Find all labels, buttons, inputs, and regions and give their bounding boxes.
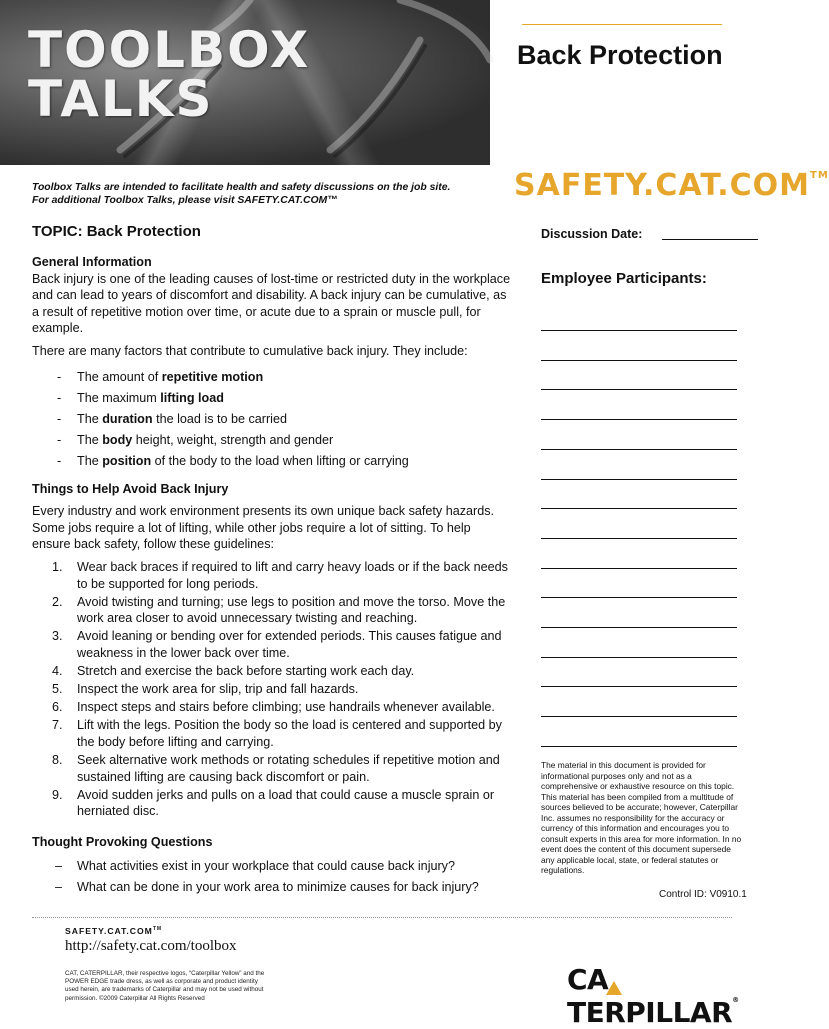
discussion-date-label: Discussion Date: [541,227,643,241]
guideline-number: 1. [52,559,63,574]
safety-cat-logo [514,168,829,203]
participant-signature-line[interactable] [541,686,737,687]
guideline-text: Avoid sudden jerks and pulls on a load that could cause a muscle sprain or herniated disc. [77,787,495,819]
guideline-item [32,559,512,592]
factor-item [32,367,512,388]
participant-signature-line[interactable] [541,746,737,747]
participant-signature-line[interactable] [541,389,737,390]
dash-bullet: - [57,390,62,405]
general-information-heading: General Information [32,255,152,269]
caterpillar-logo-letters: CA [567,963,609,996]
dash-bullet: - [57,369,62,384]
guideline-number: 3. [52,629,63,644]
footer-site-name [65,926,162,936]
control-id: Control ID: V0910.1 [659,889,747,900]
participant-signature-line[interactable] [541,449,737,450]
guideline-text: Stretch and exercise the back before starting work each day. [77,664,415,678]
topic-heading: TOPIC: Back Protection [32,223,201,240]
guideline-item [32,787,512,820]
question-text: What activities exist in your workplace that could cause back injury? [77,859,455,874]
intro-note [32,181,450,207]
guideline-number: 6. [52,700,63,715]
guideline-number: 9. [52,787,63,802]
guideline-number: 4. [52,664,63,678]
avoid-injury-paragraph: Every industry and work environment presents its own unique back safety hazards. Some jobs require a lot of lifting, while other jobs require a lot of sitting. To help ensure back safety, follow these guidelines: [32,504,495,552]
guideline-text: Seek alternative work methods or rotating schedules if repetitive motion and sustained lifting are causing back discomfort or pain. [77,752,500,784]
participant-signature-line[interactable] [541,568,737,569]
guideline-text: Inspect the work area for slip, trip and fall hazards. [77,682,359,697]
title-divider [522,24,722,25]
guideline-item [32,594,512,627]
banner-title [28,21,311,128]
factor-keyword: body [102,432,133,447]
footer-url-link[interactable]: http://safety.cat.com/toolbox [65,938,237,954]
guideline-item [32,681,512,698]
guideline-item [32,663,512,680]
factor-text: The amount of [77,369,162,384]
factor-item [32,430,512,451]
factor-keyword: repetitive motion [161,369,264,384]
guideline-text: Inspect steps and stairs before climbing; use handrails whenever available. [77,700,495,715]
dash-bullet: - [57,432,62,447]
factor-text-rest: of the body to the load when lifting or carrying [151,453,409,468]
guideline-item [32,752,512,785]
guideline-text: Avoid twisting and turning; use legs to position and move the torso. Move the work area closer to avoid unnecessary twisting and reaching. [77,594,506,626]
factor-keyword: lifting load [160,390,224,405]
avoid-injury-heading: Things to Help Avoid Back Injury [32,481,229,496]
factor-keyword: position [102,453,152,468]
caterpillar-triangle-icon [606,981,622,995]
factor-text: The [77,411,103,426]
participant-signature-line[interactable] [541,479,737,480]
guideline-item [32,628,512,661]
safety-cat-logo-text: SAFETY.CAT.COM [514,168,811,203]
safety-cat-logo-tm: TM [810,170,829,181]
caterpillar-logo [567,963,770,1029]
participant-signature-line[interactable] [541,508,737,509]
guideline-number: 5. [52,682,63,697]
footer-site-text: SAFETY.CAT.COM [65,926,153,936]
guideline-number: 8. [52,752,63,767]
factor-keyword: duration [102,411,153,426]
factors-list [32,367,512,472]
factors-intro: There are many factors that contribute to cumulative back injury. They include: [32,343,468,358]
dash-bullet: – [55,859,63,874]
participant-signature-line[interactable] [541,419,737,420]
guideline-text: Lift with the legs. Position the body so the load is centered and supported by the body before lifting and carrying. [77,718,502,749]
footer-legal-text: CAT, CATERPILLAR, their respective logos, “Caterpillar Yellow” and the POWER EDGE trade dress, as well as corporate and product identity used herein, are trademarks of Caterpillar and may not be used without permission. ©2009 Caterpillar All Rights Reserved [65,970,265,1002]
caterpillar-logo-text [567,963,732,1029]
factor-text: The maximum [77,390,161,405]
participant-signature-line[interactable] [541,597,737,598]
footer-divider [32,917,732,918]
factor-text: The [77,432,103,447]
guideline-item [32,699,512,716]
dash-bullet: - [57,411,62,426]
participant-signature-line[interactable] [541,657,737,658]
discussion-date-line[interactable] [662,239,758,240]
factor-text-rest: height, weight, strength and gender [132,432,334,447]
factor-item [32,409,512,430]
intro-line-2: For additional Toolbox Talks, please visit SAFETY.CAT.COM™ [32,195,338,206]
banner-title-line2: TALKS [28,70,214,128]
disclaimer-text: The material in this document is provided for informational purposes only and not as a comprehensive or exhaustive resource on this topic. This material has been compiled from a multitude of sources believed to be accurate; however, Caterpillar Inc. assumes no responsibility for the accuracy or currency of this information and encourages you to consult experts in this area for more information. In no event does the content of this document supersede any applicable local, state, or federal statutes or regulations. [541,760,742,875]
participant-signature-line[interactable] [541,627,737,628]
guideline-text: Avoid leaning or bending over for extended periods. This causes fatigue and weakness in the lower back over time. [77,629,502,660]
intro-line-1: Toolbox Talks are intended to facilitate health and safety discussions on the job site. [32,182,451,193]
factor-item [32,388,512,409]
general-information-paragraph: Back injury is one of the leading causes of lost-time or restricted duty in the workplace and can lead to years of discomfort and disability. A back injury can be cumulative, as a result of repetitive motion over time, or acute due to a sprain or muscle pull, for example. [32,271,511,336]
employee-participants-label: Employee Participants: [541,270,707,287]
document-title: Back Protection [517,40,723,70]
factor-text-rest: the load is to be carried [152,411,287,426]
participant-signature-line[interactable] [541,330,737,331]
question-text: What can be done in your work area to minimize causes for back injury? [77,880,479,895]
questions-list [32,856,512,898]
guideline-text: Wear back braces if required to lift and carry heavy loads or if the back needs to be supported for long periods. [77,559,508,591]
factor-text: The [77,453,103,468]
participant-signature-line[interactable] [541,716,737,717]
factor-item [32,451,512,472]
toolbox-talks-banner [0,0,490,165]
participant-signature-line[interactable] [541,538,737,539]
guidelines-list [32,559,512,820]
dash-bullet: – [55,880,63,895]
questions-heading: Thought Provoking Questions [32,834,213,849]
guideline-number: 7. [52,718,63,733]
question-item [32,877,512,898]
main-content [32,254,512,898]
banner-title-line1: TOOLBOX [28,21,311,79]
footer-site-tm: TM [152,926,163,933]
caterpillar-logo-letters: TERPILLAR [567,996,733,1029]
guideline-number: 2. [52,594,63,609]
question-item [32,856,512,877]
dash-bullet: - [57,453,62,468]
guideline-item [32,717,512,750]
participant-signature-line[interactable] [541,360,737,361]
caterpillar-logo-mark: ® [732,996,739,1004]
